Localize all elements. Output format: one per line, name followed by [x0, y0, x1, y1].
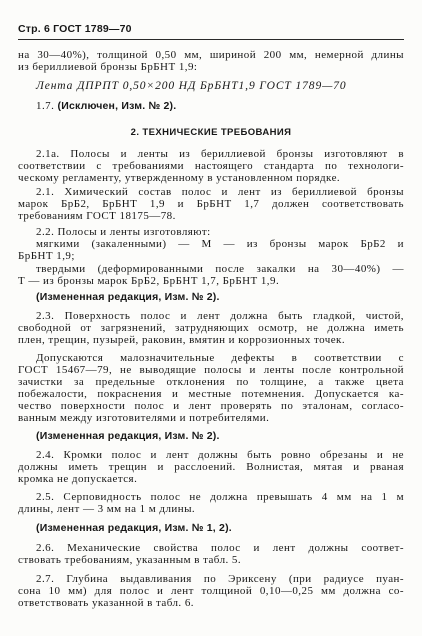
clause-2-7	[18, 573, 404, 609]
text-line: требованиям ГОСТ 18175—78.	[18, 210, 176, 222]
text-line: ческому регламенту, утвержденному в установленном порядке.	[18, 172, 341, 184]
text-line: марок БрБ2, БрБНТ 1,9 и БрБНТ 1,7 должен соответствовать	[18, 198, 404, 210]
text-line: мягкими (закаленными) — М — из бронзы марок БрБ2 и	[36, 238, 404, 250]
clause-2-2-lead: 2.2. Полосы и ленты изготовляют:	[36, 226, 211, 238]
text-line: 2.1а. Полосы и ленты из бериллиевой бронзы изготовляют в	[36, 148, 404, 160]
text-line: ГОСТ 15467—79, не выводящие полосы и ленты после контрольной	[18, 364, 404, 376]
clause-2-5	[18, 491, 404, 515]
text-line: длины, лент — 3 мм на 1 м длины.	[18, 503, 196, 515]
clause-number: 1.7.	[36, 100, 55, 112]
text-line: Допускаются малозначительные дефекты в соответствии с	[36, 352, 404, 364]
text-line: ответствовать указанной в табл. 6.	[18, 597, 194, 609]
text-line: БрБНТ 1,9;	[18, 250, 75, 262]
page-header: Стр. 6 ГОСТ 1789—70	[18, 22, 404, 40]
text-line: 2.6. Механические свойства полос и лент должны соответ-	[36, 542, 404, 554]
text-line: твердыми (деформированными после закалки на 30—40%) —	[36, 263, 404, 275]
text-line: чество поверхности полос и лент проверять по эталонам, согласо-	[18, 400, 404, 412]
continued-paragraph	[18, 49, 404, 73]
text-line: 2.3. Поверхность полос и лент должна быть гладкой, чистой,	[36, 310, 404, 322]
text-line: 2.7. Глубина выдавливания по Эриксену (при радиусе пуан-	[36, 573, 404, 585]
clause-2-4	[18, 449, 404, 485]
text-line: побежалости, покраснения и местные потемнения. Допускается ка-	[18, 388, 404, 400]
designation-example: Лента ДПРПТ 0,50×200 НД БрБНТ1,9 ГОСТ 1789—70	[36, 80, 347, 92]
text-line: зачистки за предельные отклонения по толщине, а также цвета	[18, 376, 404, 388]
clause-2-1	[18, 186, 404, 222]
text-line: 2.5. Серповидность полос не должна превышать 4 мм на 1 м	[36, 491, 404, 503]
text-line: плен, трещин, пузырей, раковин, вмятин и коррозионных точек.	[18, 334, 346, 346]
clause-2-2-hard	[18, 263, 404, 287]
text-line: соответствии с требованиями настоящего стандарта по технологи-	[18, 160, 404, 172]
text-line: из бериллиевой бронзы БрБНТ 1,9:	[18, 61, 198, 73]
section-title: 2. ТЕХНИЧЕСКИЕ ТРЕБОВАНИЯ	[130, 127, 292, 138]
clause-2-3-allowed-defects	[18, 352, 404, 424]
text-line: кромка не допускается.	[18, 473, 138, 485]
amendment-note: (Исключен, Изм. № 2).	[57, 100, 177, 112]
amendment-note: (Измененная редакция, Изм. № 1, 2).	[36, 522, 232, 534]
text-line: Т — из бронзы марок БрБ2, БрБНТ 1,7, БрБНТ 1,9.	[18, 275, 280, 287]
text-line: свободной от загрязнений, затрудняющих осмотр, не должна иметь	[18, 322, 404, 334]
text-line: ствовать требованиям, указанным в табл. 5.	[18, 554, 242, 566]
clause-2-2-soft	[18, 238, 404, 262]
text-line: на 30—40%), толщиной 0,50 мм, шириной 200 мм, немерной длины	[18, 49, 404, 61]
text-line: 2.1. Химический состав полос и лент из бериллиевой бронзы	[36, 186, 404, 198]
clause-2-6	[18, 542, 404, 566]
clause-1-7	[18, 100, 404, 112]
clause-2-3	[18, 310, 404, 346]
text-line: 2.4. Кромки полос и лент должны быть ровно обрезаны и не	[36, 449, 404, 461]
text-line: сона 10 мм) для полос и лент толщиной 0,10—0,25 мм должна со-	[18, 585, 404, 597]
amendment-note: (Измененная редакция, Изм. № 2).	[36, 430, 220, 442]
text-line: должны иметь трещин и расслоений. Волнистая, мятая и рваная	[18, 461, 404, 473]
amendment-note: (Измененная редакция, Изм. № 2).	[36, 291, 220, 303]
clause-2-1a	[18, 148, 404, 184]
text-line: ванным между изготовителями и потребителями.	[18, 412, 270, 424]
